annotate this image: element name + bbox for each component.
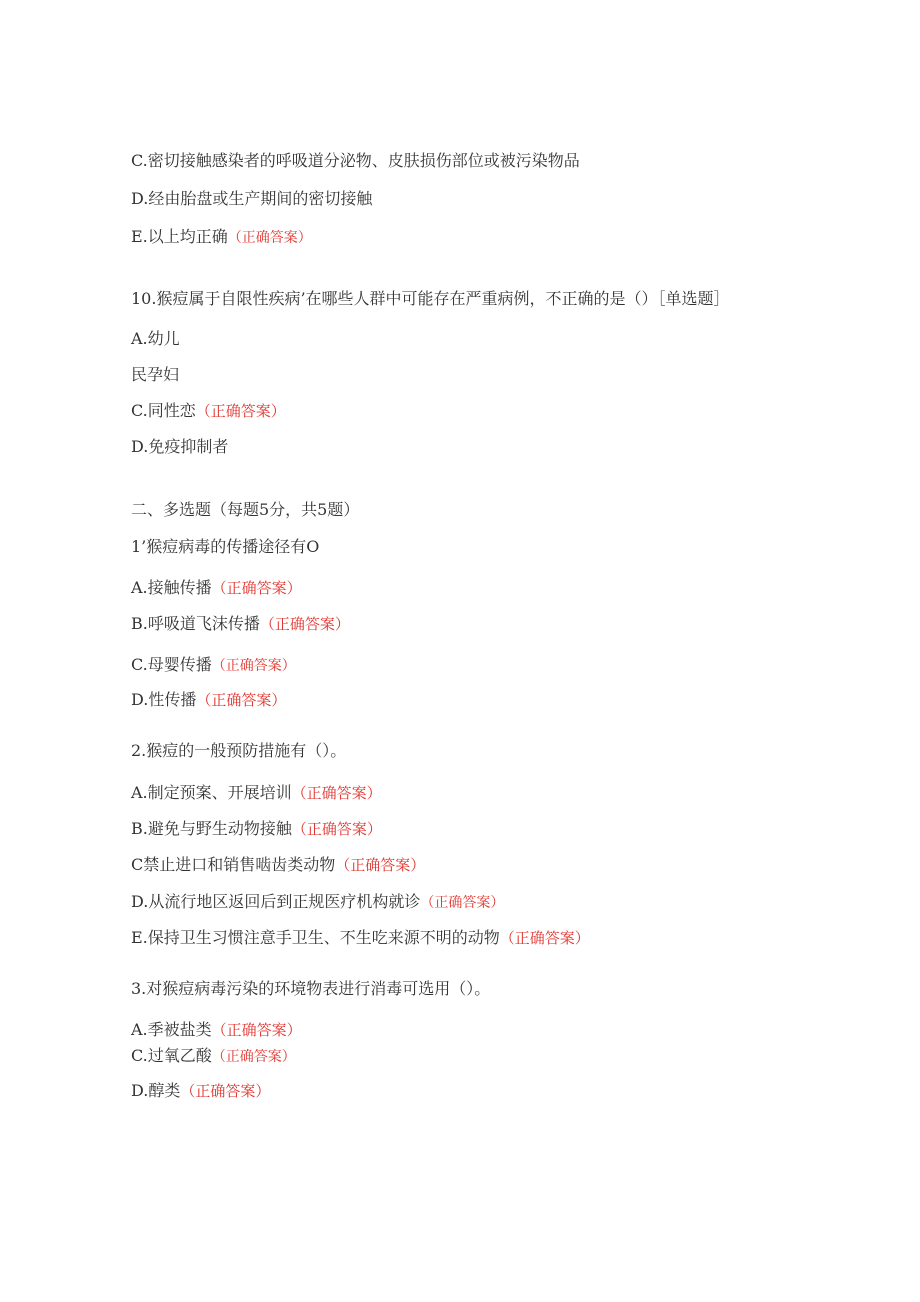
option-text: C禁止进口和销售啮齿类动物 [131, 855, 336, 874]
option-line [131, 227, 312, 248]
option-text: C.密切接触感染者的呼吸道分泌物、皮肤损伤部位或被污染物品 [131, 151, 580, 170]
option-text: D.免疫抑制者 [131, 437, 229, 456]
option-line [131, 1046, 296, 1067]
option-text: C.母婴传播 [131, 655, 212, 674]
option-text: A.接触传播 [131, 578, 212, 597]
correct-answer-mark: （正确答案） [211, 579, 302, 597]
option-line [131, 365, 179, 385]
option-text: B.呼吸道飞沫传播 [131, 614, 260, 633]
option-text: E.以上均正确 [131, 227, 228, 246]
option-line [131, 892, 504, 913]
option-line [131, 151, 580, 171]
option-line [131, 1081, 270, 1101]
correct-answer-mark: （正确答案） [227, 230, 312, 246]
question-text: 10.猴痘属于自限性疾病’在哪些人群中可能存在严重病例，不正确的是（）［单选题］ [131, 289, 730, 308]
option-text: A.幼儿 [131, 329, 180, 348]
option-line [131, 437, 228, 457]
option-line [131, 1020, 302, 1040]
correct-answer-mark: （正确答案） [291, 820, 382, 838]
option-line [131, 401, 286, 421]
option-text: 民孕妇 [131, 365, 180, 384]
correct-answer-mark: （正确答案） [499, 929, 590, 947]
option-line [131, 928, 590, 948]
question-title [131, 289, 730, 309]
correct-answer-mark: （正确答案） [195, 402, 286, 420]
option-text: C.过氧乙酸 [131, 1046, 212, 1065]
question-title [131, 741, 346, 761]
question-text: 1’猴痘病毒的传播途径有O [131, 537, 320, 556]
option-line [131, 855, 425, 875]
option-line [131, 329, 180, 349]
option-line [131, 819, 382, 839]
section-heading [131, 500, 359, 520]
option-text: C.同性恋 [131, 401, 196, 420]
option-line [131, 578, 302, 598]
question-text: 2.猴痘的一般预防措施有（）。 [131, 741, 347, 760]
option-text: D.从流行地区返回后到正规医疗机构就诊 [131, 892, 421, 911]
question-title [131, 537, 319, 557]
option-text: D.经由胎盘或生产期间的密切接触 [131, 189, 373, 208]
option-line [131, 655, 296, 676]
correct-answer-mark: （正确答案） [180, 1082, 271, 1100]
correct-answer-mark: （正确答案） [211, 1049, 296, 1065]
option-text: E.保持卫生习惯注意手卫生、不生吃来源不明的动物 [131, 928, 500, 947]
correct-answer-mark: （正确答案） [335, 856, 426, 874]
option-text: D.性传播 [131, 690, 197, 709]
option-text: D.醇类 [131, 1081, 181, 1100]
correct-answer-mark: （正确答案） [211, 1021, 302, 1039]
question-text: 3.对猴痘病毒污染的环境物表进行消毒可选用（）。 [131, 979, 491, 998]
correct-answer-mark: （正确答案） [196, 691, 287, 709]
option-line [131, 189, 372, 209]
option-line [131, 690, 286, 710]
correct-answer-mark: （正确答案） [420, 895, 505, 911]
option-text: A.制定预案、开展培训 [131, 783, 292, 802]
option-text: B.避免与野生动物接触 [131, 819, 292, 838]
correct-answer-mark: （正确答案） [211, 658, 296, 674]
question-title [131, 979, 490, 999]
option-line [131, 783, 382, 803]
section-text: 二、多选题（每题5分，共5题） [131, 500, 360, 519]
option-line [131, 614, 350, 634]
correct-answer-mark: （正确答案） [259, 615, 350, 633]
correct-answer-mark: （正确答案） [291, 784, 382, 802]
option-text: A.季被盐类 [131, 1020, 212, 1039]
